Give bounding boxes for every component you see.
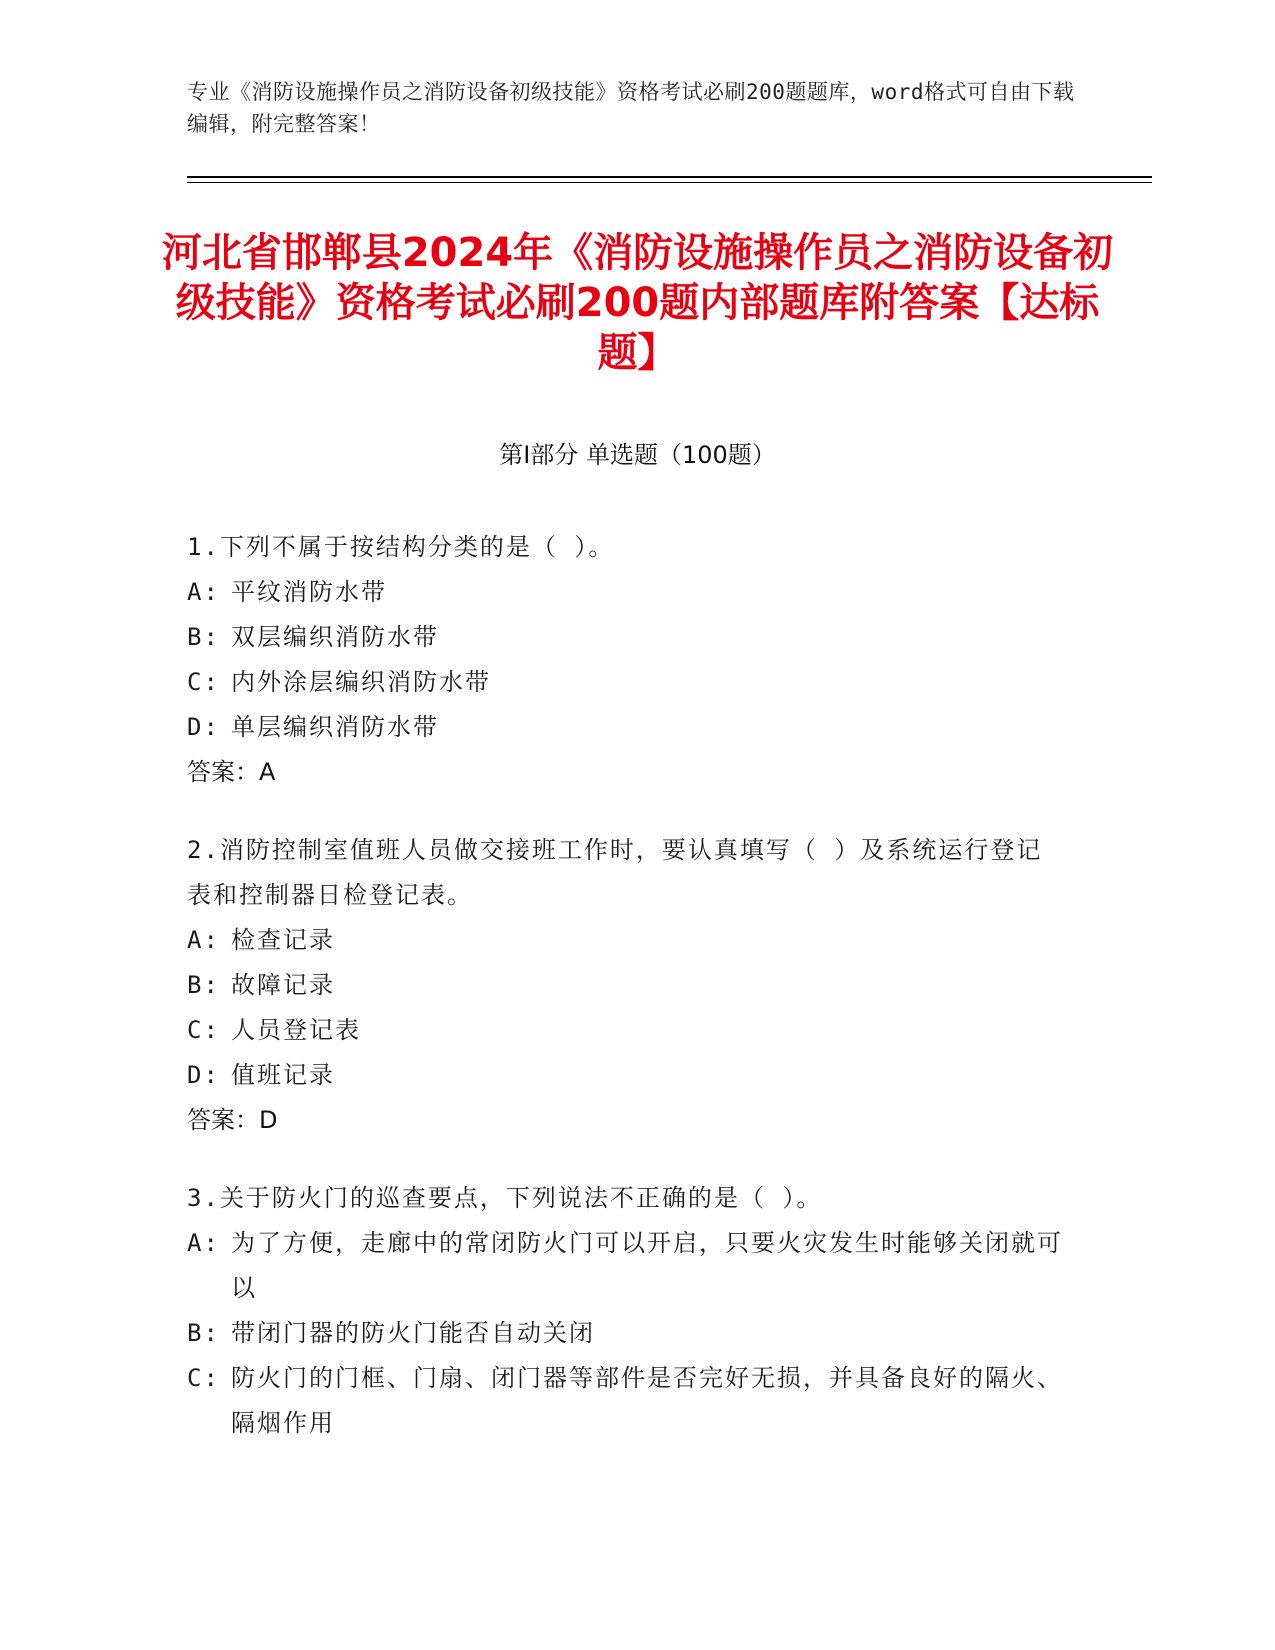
question-1 — [187, 525, 1067, 795]
question-stem: 2.消防控制室值班人员做交接班工作时，要认真填写（ ）及系统运行登记表和控制器日检登记表。 — [187, 836, 1043, 909]
question-3 — [187, 1176, 1067, 1446]
option-d — [187, 705, 1067, 750]
option-text: 带闭门器的防火门能否自动关闭 — [231, 1319, 595, 1347]
option-letter: C: — [187, 1016, 220, 1044]
question-stem: 3.关于防火门的巡查要点，下列说法不正确的是（ ）。 — [187, 1184, 823, 1212]
question-list — [187, 525, 1067, 1479]
option-text: 双层编织消防水带 — [231, 623, 439, 651]
header-note: 专业《消防设施操作员之消防设备初级技能》资格考试必刷200题题库，word格式可自由下载编辑，附完整答案！ — [187, 80, 1075, 136]
option-letter: C: — [187, 1364, 220, 1392]
option-c — [187, 660, 1067, 705]
option-b — [187, 1311, 1067, 1356]
section-title: 第Ⅰ部分 单选题（100题） — [499, 441, 776, 469]
option-d — [187, 1053, 1067, 1098]
option-letter: B: — [187, 1319, 220, 1347]
option-letter: D: — [187, 713, 220, 741]
option-text: 防火门的门框、门扇、闭门器等部件是否完好无损，并具备良好的隔火、隔烟作用 — [231, 1364, 1063, 1437]
option-text: 平纹消防水带 — [231, 578, 387, 606]
answer-line: 答案：A — [187, 758, 276, 786]
option-letter: A: — [187, 926, 220, 954]
header-rule-thin — [187, 182, 1152, 183]
option-text: 人员登记表 — [231, 1016, 361, 1044]
option-b — [187, 615, 1067, 660]
option-text: 检查记录 — [231, 926, 335, 954]
option-a — [187, 570, 1067, 615]
option-text: 内外涂层编织消防水带 — [231, 668, 491, 696]
option-c — [187, 1356, 1067, 1446]
option-a — [187, 1221, 1067, 1311]
option-letter: A: — [187, 578, 220, 606]
option-text: 故障记录 — [231, 971, 335, 999]
option-text: 单层编织消防水带 — [231, 713, 439, 741]
option-b — [187, 963, 1067, 1008]
option-text: 为了方便，走廊中的常闭防火门可以开启，只要火灾发生时能够关闭就可以 — [231, 1229, 1063, 1302]
option-text: 值班记录 — [231, 1061, 335, 1089]
option-letter: D: — [187, 1061, 220, 1089]
answer-line: 答案：D — [187, 1106, 278, 1134]
option-letter: B: — [187, 623, 220, 651]
question-stem: 1.下列不属于按结构分类的是（ ）。 — [187, 533, 615, 561]
header-rule-thick — [187, 176, 1152, 178]
option-c — [187, 1008, 1067, 1053]
option-letter: B: — [187, 971, 220, 999]
option-letter: A: — [187, 1229, 220, 1257]
option-letter: C: — [187, 668, 220, 696]
option-a — [187, 918, 1067, 963]
question-2 — [187, 828, 1067, 1143]
document-title: 河北省邯郸县2024年《消防设施操作员之消防设备初级技能》资格考试必刷200题内部题库附答案【达标题】 — [161, 230, 1114, 376]
